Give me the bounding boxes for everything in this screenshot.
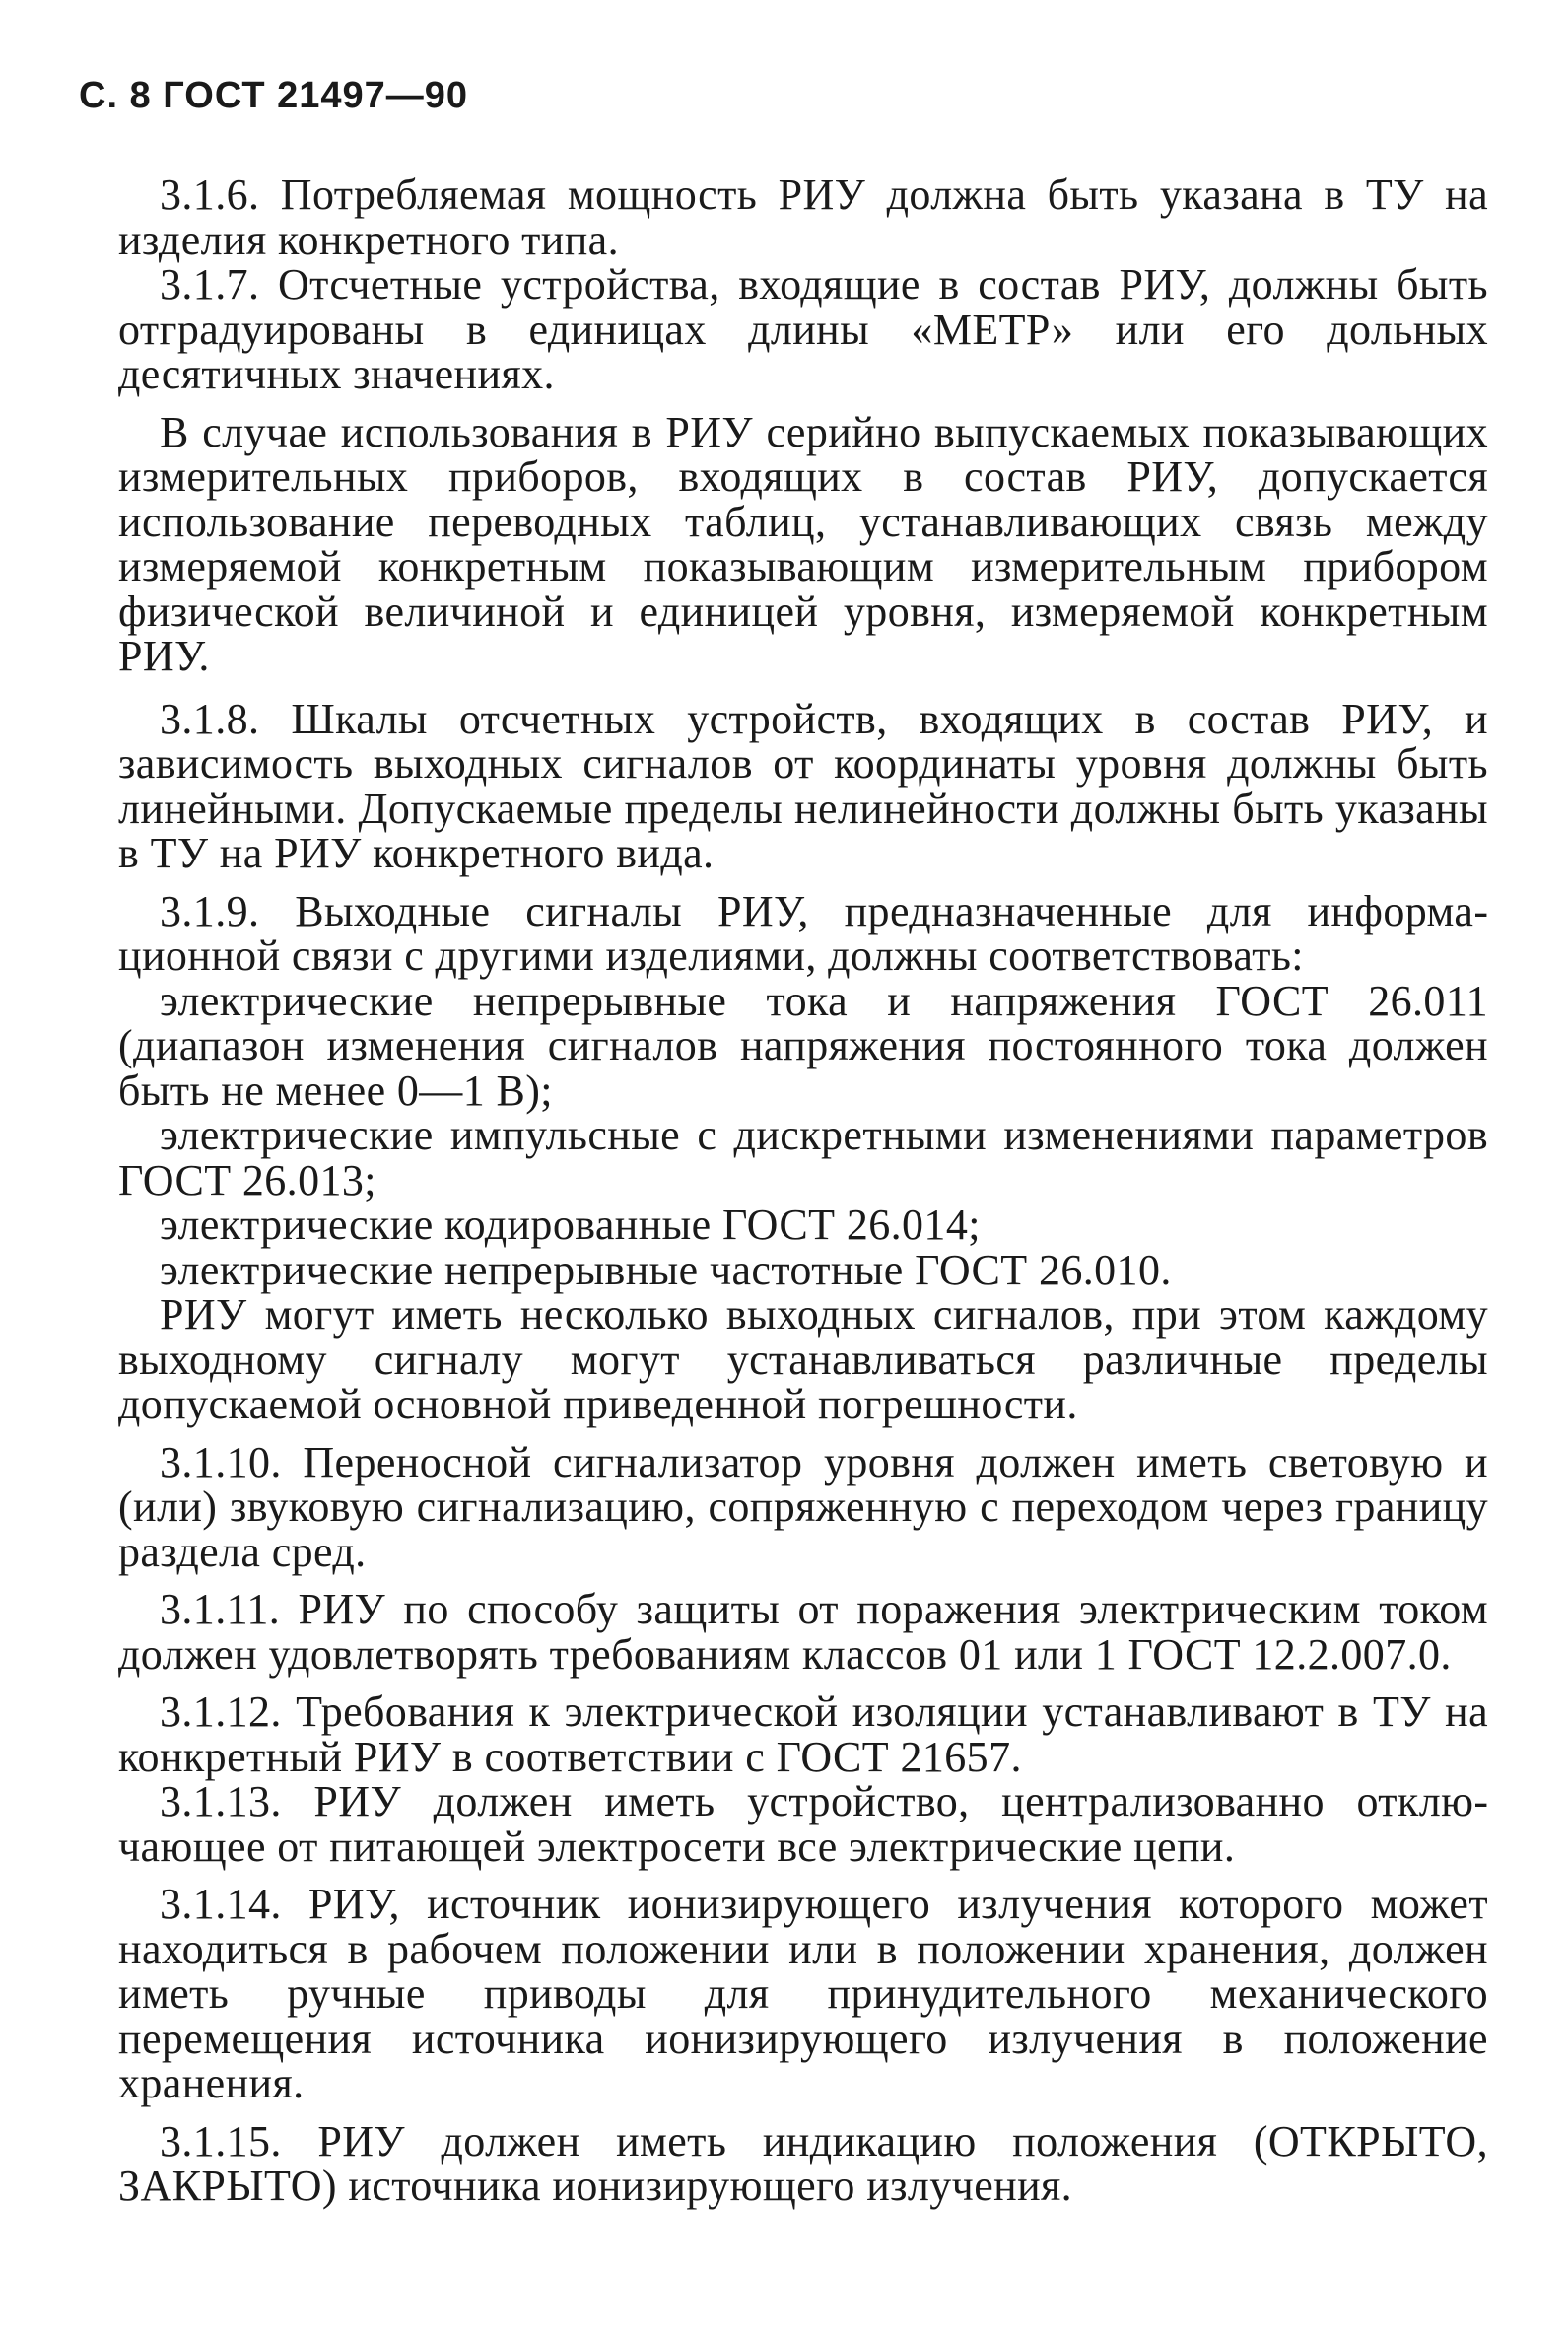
paragraph-3-1-11: 3.1.11. РИУ по способу защиты от поражения электрическим током должен удовлетворять требованиям классов 01 или 1 ГОСТ 12.2.007.0. [118, 1585, 1488, 1679]
paragraph-3-1-13: 3.1.13. РИУ должен иметь устройство, централизованно отключающее от питающей электросети все электрические цепи. [118, 1777, 1488, 1871]
paragraph-3-1-9-note: РИУ могут иметь несколько выходных сигналов, при этом каждому выходному сигналу могут устанавливаться различные пределы допускаемой основной приведенной погрешности. [118, 1290, 1488, 1428]
paragraph-3-1-7: 3.1.7. Отсчетные устройства, входящие в состав РИУ, должны быть отградуированы в единицах длины «МЕТР» или его дольных десятичных значениях. [118, 260, 1488, 398]
paragraph-3-1-8: 3.1.8. Шкалы отсчетных устройств, входящих в состав РИУ, и зависимость выходных сигналов от координаты уровня должны быть линейными. Допускаемые пределы нелинейности должны быть указаны в ТУ на РИУ конкретного вида. [118, 694, 1488, 877]
list-item-signal-continuous: электрические непрерывные тока и напряжения ГОСТ 26.011 (диапазон изменения сигналов напряжения постоянного тока должен быть не менее 0—1 В); [118, 976, 1488, 1115]
list-item-signal-pulse: электрические импульсные с дискретными изменениями параметров ГОСТ 26.013; [118, 1111, 1488, 1204]
list-item-signal-frequency: электрические непрерывные частотные ГОСТ 26.010. [160, 1245, 1172, 1294]
paragraph-3-1-7-note: В случае использования в РИУ серийно выпускаемых показывающих измерительных приборов, входящих в состав РИУ, допускается использование переводных таблиц, устанавливающих связь между измеряемой конкретным показывающим измерительным прибором физической величиной и единицей уровня, измеряемой конкретным РИУ. [118, 407, 1488, 680]
paragraph-3-1-6: 3.1.6. Потребляемая мощность РИУ должна быть указана в ТУ на изделия конкретного типа. [118, 171, 1488, 264]
paragraph-3-1-12: 3.1.12. Требования к электрической изоляции устанавливают в ТУ на конкретный РИУ в соответствии с ГОСТ 21657. [118, 1687, 1488, 1781]
document-body [118, 172, 1488, 2209]
list-item-signal-coded: электрические кодированные ГОСТ 26.014; [160, 1201, 981, 1249]
page-header: С. 8 ГОСТ 21497—90 [79, 75, 469, 116]
paragraph-3-1-15: 3.1.15. РИУ должен иметь индикацию положения (ОТКРЫТО, ЗАКРЫТО) источника ионизирующего излучения. [118, 2116, 1488, 2210]
paragraph-3-1-10: 3.1.10. Переносной сигнализатор уровня должен иметь световую и (или) звуковую сигнализацию, сопряженную с переходом через границу раздела сред. [118, 1437, 1488, 1576]
paragraph-3-1-9: 3.1.9. Выходные сигналы РИУ, предназначенные для информационной связи с другими изделиями, должны соответствовать: [118, 886, 1488, 980]
paragraph-3-1-14: 3.1.14. РИУ, источник ионизирующего излучения которого может находиться в рабочем положении или в положении хранения, должен иметь ручные приводы для принудительного механического перемещения источника ионизирующего излучения в положение хранения. [118, 1880, 1488, 2107]
